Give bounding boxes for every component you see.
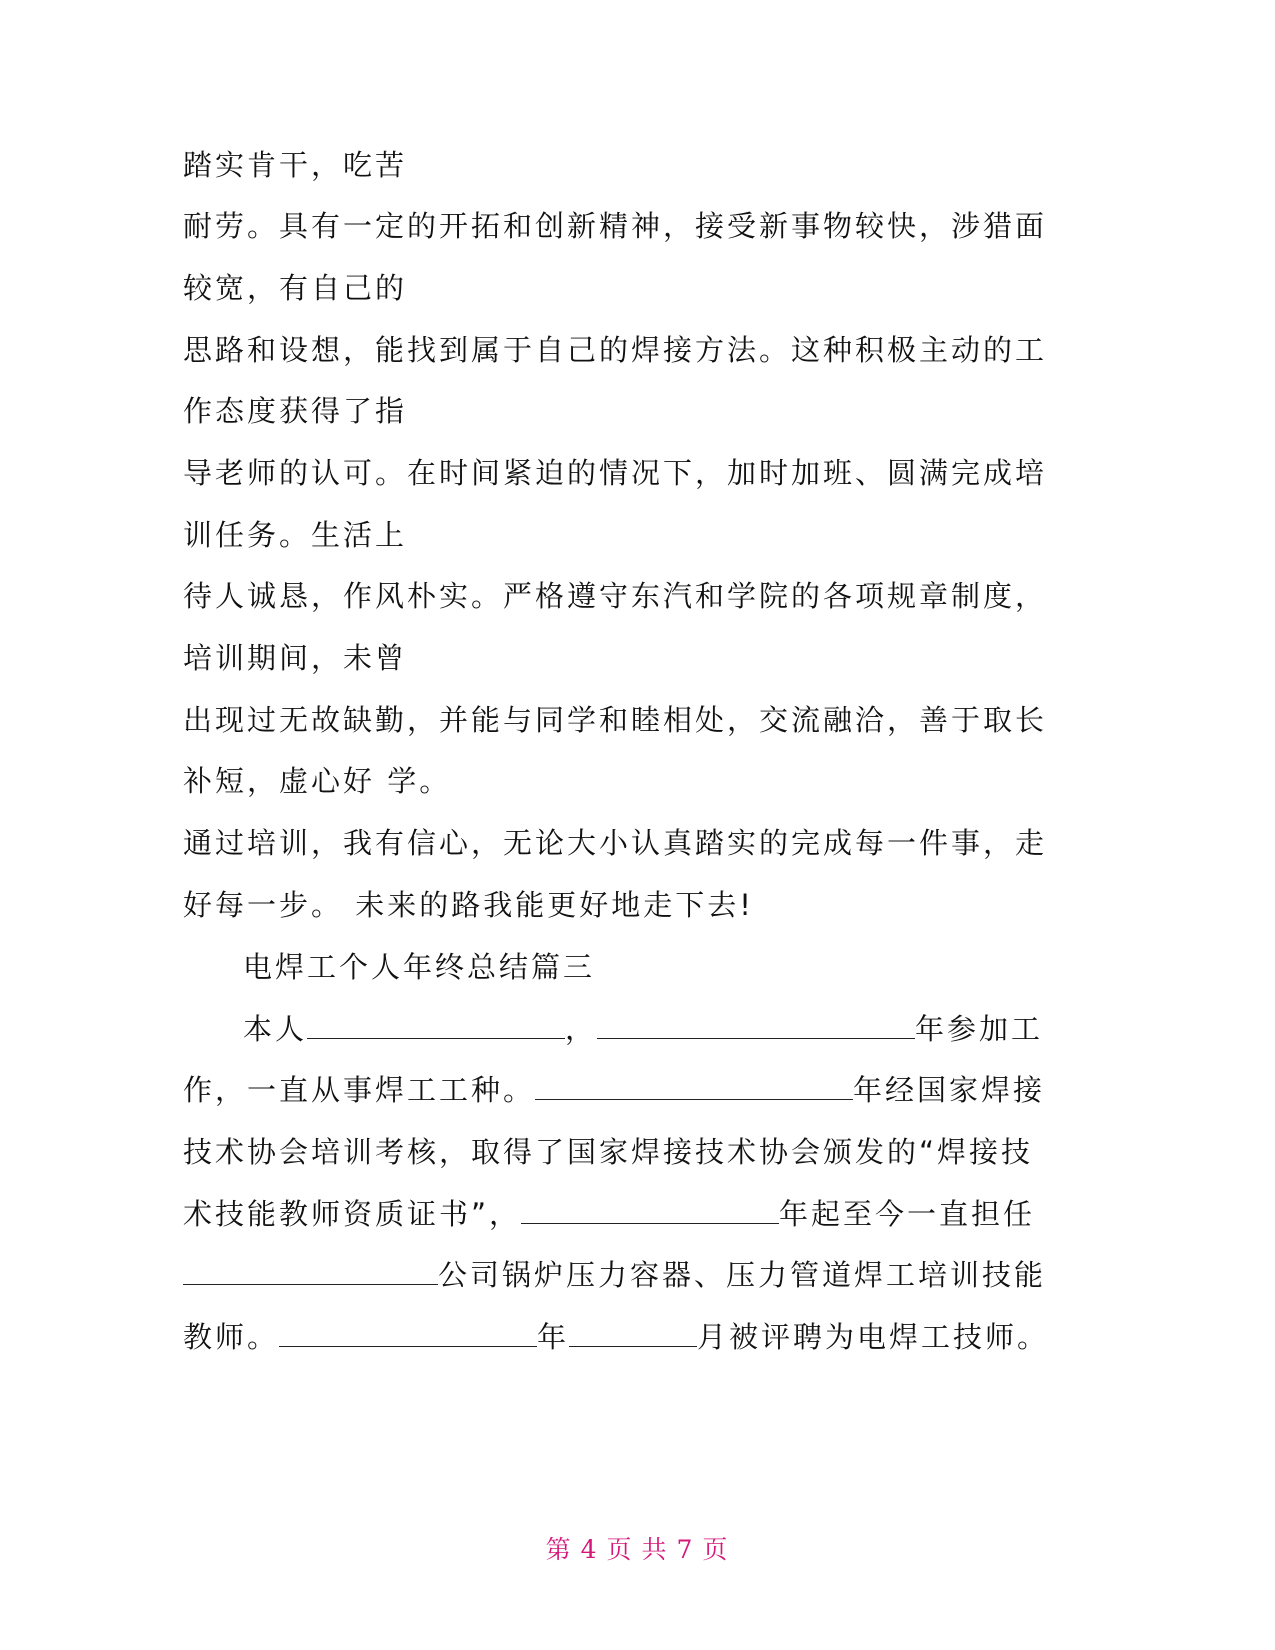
body-line-6: 导老师的认可。在时间紧迫的情况下，加时加班、圆满完成培: [183, 456, 1048, 490]
form-text: 术技能教师资质证书”，: [183, 1197, 522, 1231]
body-line-2: 耐劳。具有一定的开拓和创新精神，接受新事物较快，涉猎面: [183, 209, 1048, 243]
fill-blank-since-year[interactable]: [521, 1199, 779, 1224]
body-line-5: 作态度获得了指: [183, 394, 408, 428]
form-text: 年: [537, 1320, 570, 1354]
form-text: 教师。: [183, 1320, 280, 1354]
body-line-11: 补短，虚心好 学。: [183, 764, 452, 798]
footer-prefix: 第: [545, 1535, 573, 1564]
fill-blank-appoint-year[interactable]: [279, 1322, 537, 1347]
form-text: 月被评聘为电焊工技师。: [697, 1320, 1050, 1354]
section-title: 电焊工个人年终总结篇三: [243, 950, 596, 984]
page-number-footer: [0, 1530, 1275, 1566]
form-line-6: [183, 1319, 1049, 1355]
fill-blank-name[interactable]: [307, 1014, 565, 1039]
footer-current-page: 4: [580, 1535, 599, 1564]
footer-total-pages: 7: [676, 1535, 695, 1564]
footer-page-label: 页: [606, 1535, 634, 1564]
form-line-1: [243, 1011, 1043, 1047]
form-text: 年起至今一直担任: [779, 1197, 1036, 1231]
form-line-4: [183, 1196, 1035, 1232]
form-text: ，: [565, 1012, 598, 1046]
body-line-10: 出现过无故缺勤，并能与同学和睦相处，交流融洽，善于取长: [183, 703, 1048, 737]
form-line-3: 技术协会培训考核，取得了国家焊接技术协会颁发的“焊接技: [183, 1135, 1034, 1169]
form-text: 年经国家焊接: [853, 1073, 1046, 1107]
body-line-12: 通过培训，我有信心，无论大小认真踏实的完成每一件事，走: [183, 826, 1048, 860]
form-line-2: [183, 1072, 1045, 1108]
form-text: 年参加工: [915, 1012, 1044, 1046]
form-line-5: [183, 1257, 1046, 1293]
body-line-9: 培训期间，未曾: [183, 641, 408, 675]
body-line-7: 训任务。生活上: [183, 518, 408, 552]
fill-blank-training-year[interactable]: [535, 1075, 853, 1100]
body-line-4: 思路和设想，能找到属于自己的焊接方法。这种积极主动的工: [183, 333, 1048, 367]
form-text: 本人: [243, 1012, 308, 1046]
body-line-1: 踏实肯干，吃苦: [183, 148, 408, 182]
form-text: 公司锅炉压力容器、压力管道焊工培训技能: [438, 1258, 1047, 1292]
form-text: 作，一直从事焊工工种。: [183, 1073, 536, 1107]
body-line-13: 好每一步。 未来的路我能更好地走下去!: [183, 888, 754, 922]
fill-blank-appoint-month[interactable]: [569, 1322, 697, 1347]
footer-total-label: 共: [641, 1535, 669, 1564]
body-line-8: 待人诚恳，作风朴实。严格遵守东汽和学院的各项规章制度，: [183, 579, 1048, 613]
fill-blank-company[interactable]: [183, 1260, 438, 1285]
footer-suffix: 页: [702, 1535, 730, 1564]
fill-blank-start-year[interactable]: [597, 1014, 915, 1039]
body-line-3: 较宽，有自己的: [183, 271, 408, 305]
